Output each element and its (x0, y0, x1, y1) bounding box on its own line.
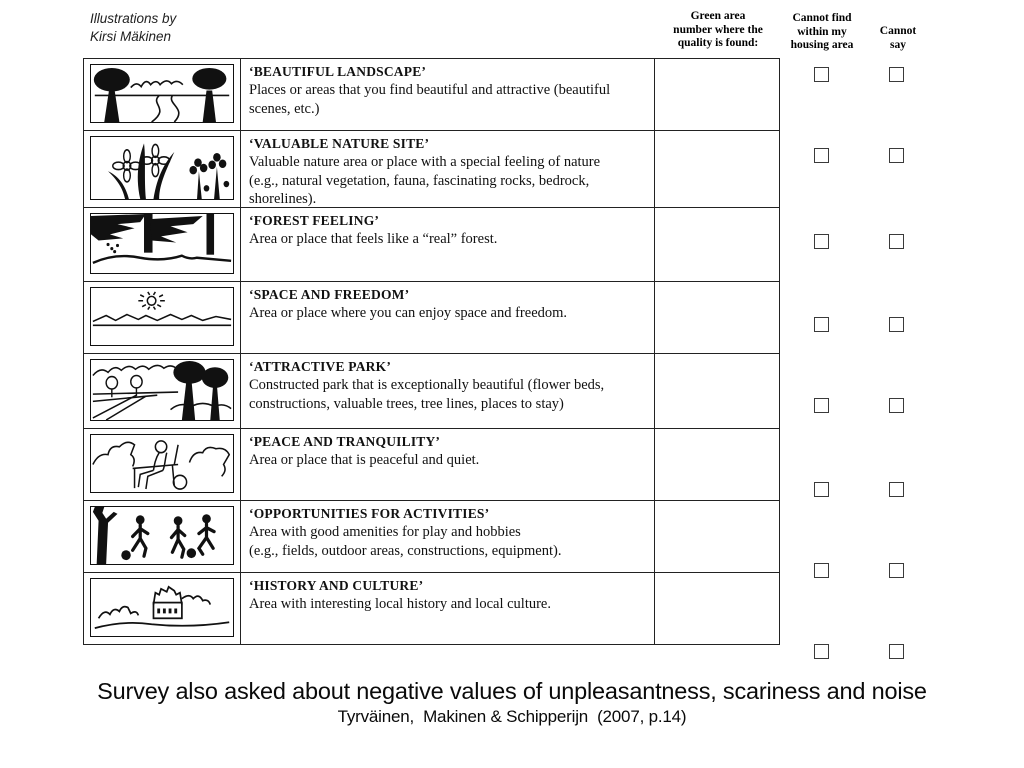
cannot-find-checkbox[interactable] (814, 563, 829, 578)
cannot-find-checkbox[interactable] (814, 67, 829, 82)
cannot-say-checkbox[interactable] (889, 234, 904, 249)
quality-title: ‘ATTRACTIVE PARK’ (249, 359, 392, 374)
quality-description: Valuable nature area or place with a special feeling of nature (e.g., natural vegetation, fauna, fascinating rocks, bedrock, shorelines). (249, 154, 601, 208)
checkbox-cell (889, 398, 905, 473)
checkbox-cell (889, 67, 905, 139)
cannot-find-checkbox[interactable] (814, 148, 829, 163)
checkbox-cell (814, 317, 830, 389)
quality-description: Area with interesting local history and local culture. (249, 596, 551, 613)
illustration-cell (84, 354, 241, 428)
description-cell (241, 59, 655, 130)
checkbox-cell (814, 563, 830, 635)
checkbox-cell (814, 482, 830, 554)
green-area-number-cell[interactable] (655, 354, 779, 428)
cannot-say-checkbox[interactable] (889, 563, 904, 578)
checkbox-cell (889, 482, 905, 554)
quality-description: Area or place that is peaceful and quiet. (249, 452, 480, 469)
quality-description: Area or place where you can enjoy space and freedom. (249, 305, 568, 322)
quality-description: Constructed park that is exceptionally beautiful (flower beds, constructions, valuable trees, tree lines, places to stay) (249, 377, 605, 412)
quality-description: Places or areas that you find beautiful and attractive (beautiful scenes, etc.) (249, 82, 611, 117)
quality-title: ‘HISTORY AND CULTURE’ (249, 578, 424, 593)
cannot-say-checkbox[interactable] (889, 398, 904, 413)
green-area-number-cell[interactable] (655, 573, 779, 644)
cannot-say-checkbox[interactable] (889, 482, 904, 497)
green-area-number-cell[interactable] (655, 59, 779, 130)
table-row (84, 354, 779, 429)
cannot-find-checkbox[interactable] (814, 482, 829, 497)
caption-line2: Tyrväinen, Makinen & Schipperijn (2007, p.14) (337, 707, 687, 726)
illustration-cell (84, 429, 241, 500)
forest-illustration (90, 213, 234, 274)
illustration-cell (84, 131, 241, 207)
quality-description: Area with good amenities for play and hobbies (e.g., fields, outdoor areas, constructions, equipment). (249, 524, 562, 559)
quality-title: ‘OPPORTUNITIES FOR ACTIVITIES’ (249, 506, 490, 521)
quality-title: ‘VALUABLE NATURE SITE’ (249, 136, 430, 151)
bench-peace-illustration (90, 434, 234, 493)
cannot-find-checkbox[interactable] (814, 317, 829, 332)
space-freedom-illustration (90, 287, 234, 346)
green-area-number-cell[interactable] (655, 501, 779, 572)
illustration-cell (84, 59, 241, 130)
table-row (84, 501, 779, 573)
cannot-say-checkbox[interactable] (889, 148, 904, 163)
checkbox-cell (889, 148, 905, 225)
quality-title: ‘FOREST FEELING’ (249, 213, 380, 228)
description-cell (241, 354, 655, 428)
description-cell (241, 208, 655, 281)
green-area-number-cell[interactable] (655, 282, 779, 353)
checkbox-cell (889, 563, 905, 635)
description-cell (241, 501, 655, 572)
park-illustration (90, 359, 234, 421)
illustration-credit: Illustrations by Kirsi Mäkinen (90, 11, 177, 45)
checkbox-cell (889, 234, 905, 308)
history-culture-illustration (90, 578, 234, 637)
illustration-cell (84, 573, 241, 644)
activities-illustration (90, 506, 234, 565)
checkbox-cell (814, 67, 830, 139)
table-row (84, 59, 779, 131)
survey-table (83, 58, 780, 645)
cannot-find-checkbox[interactable] (814, 234, 829, 249)
quality-title: ‘SPACE AND FREEDOM’ (249, 287, 410, 302)
quality-title: ‘BEAUTIFUL LANDSCAPE’ (249, 64, 427, 79)
table-row (84, 282, 779, 354)
illustration-cell (84, 501, 241, 572)
cannot-say-checkbox[interactable] (889, 67, 904, 82)
cannot-find-checkbox-column (814, 58, 830, 715)
nature-flowers-illustration (90, 136, 234, 200)
table-row (84, 573, 779, 644)
cannot-say-column-header: Cannot say (879, 25, 917, 51)
illustration-cell (84, 208, 241, 281)
description-cell (241, 282, 655, 353)
table-row (84, 429, 779, 501)
cannot-say-checkbox-column (889, 58, 905, 715)
quality-title: ‘PEACE AND TRANQUILITY’ (249, 434, 441, 449)
green-area-number-cell[interactable] (655, 131, 779, 207)
illustration-cell (84, 282, 241, 353)
green-area-number-cell[interactable] (655, 429, 779, 500)
table-row (84, 131, 779, 208)
green-area-number-cell[interactable] (655, 208, 779, 281)
checkbox-cell (814, 398, 830, 473)
green-area-column-header: Green area number where the quality is found: (673, 10, 763, 50)
cannot-find-column-header: Cannot find within my housing area (790, 12, 854, 52)
cannot-find-checkbox[interactable] (814, 644, 829, 659)
checkbox-cell (814, 234, 830, 308)
caption-line1: Survey also asked about negative values of unpleasantness, scariness and noise (97, 678, 927, 704)
landscape-illustration (90, 64, 234, 123)
description-cell (241, 131, 655, 207)
cannot-find-checkbox[interactable] (814, 398, 829, 413)
checkbox-cell (814, 148, 830, 225)
cannot-say-checkbox[interactable] (889, 317, 904, 332)
cannot-say-checkbox[interactable] (889, 644, 904, 659)
description-cell (241, 573, 655, 644)
table-row (84, 208, 779, 282)
description-cell (241, 429, 655, 500)
checkbox-cell (889, 317, 905, 389)
quality-description: Area or place that feels like a “real” forest. (249, 231, 498, 248)
